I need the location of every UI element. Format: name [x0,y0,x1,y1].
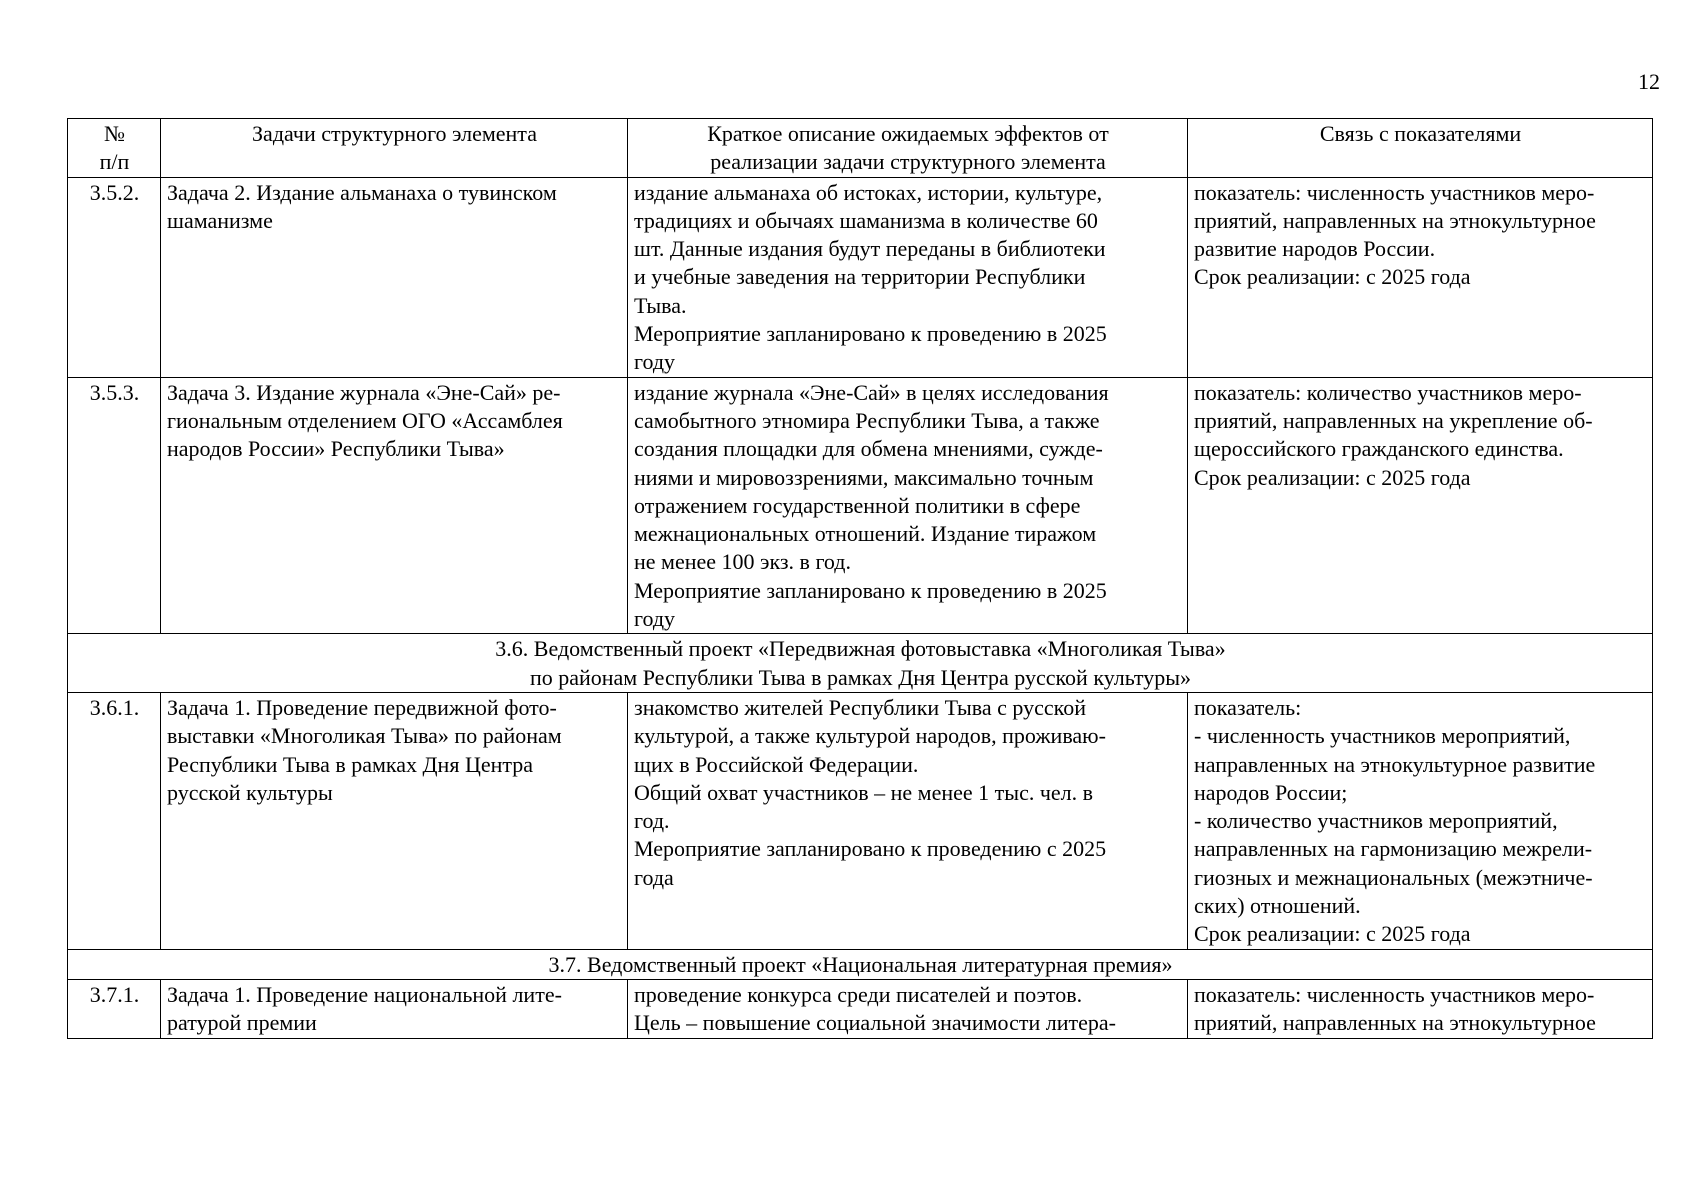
effect-cell: проведение конкурса среди писателей и поэтов. Цель – повышение социальной значимости литера- [628,979,1188,1038]
effect-cell: издание альманаха об истоках, истории, культуре, традициях и обычаях шаманизма в количестве 60 шт. Данные издания будут переданы в библиотеки и учебные заведения на территории Республики Тыва. Мероприятие запланировано к проведению в 2025 году [628,177,1188,377]
task-cell: Задача 3. Издание журнала «Эне-Сай» ре- гиональным отделением ОГО «Ассамблея народов России» Республики Тыва» [161,377,628,634]
section-row-3-6 [68,634,1653,693]
page-number: 12 [1638,69,1660,94]
task-cell: Задача 2. Издание альманаха о тувинском шаманизме [161,177,628,377]
table-row-3-5-3 [68,377,1653,634]
header-number: № п/п [68,119,161,178]
task-cell: Задача 1. Проведение передвижной фото- выставки «Многоликая Тыва» по районам Республики Тыва в рамках Дня Центра русской культуры [161,692,628,949]
row-number: 3.7.1. [68,979,161,1038]
section-row-3-7 [68,949,1653,979]
table-row-3-7-1 [68,979,1653,1038]
indicator-cell: показатель: численность участников меро- приятий, направленных на этнокультурное развитие народов России. Срок реализации: с 2025 года [1188,177,1653,377]
section-title: 3.6. Ведомственный проект «Передвижная фотовыставка «Многоликая Тыва» по районам Республики Тыва в рамках Дня Центра русской культуры» [68,634,1653,693]
row-number: 3.5.3. [68,377,161,634]
indicator-cell: показатель: - численность участников мероприятий, направленных на этнокультурное развитие народов России; - количество участников мероприятий, направленных на гармонизацию межрели- гиозных и межнациональных (межэтниче- ских) отношений. Срок реализации: с 2025 года [1188,692,1653,949]
table-row-3-5-2 [68,177,1653,377]
header-indicators: Связь с показателями [1188,119,1653,178]
header-tasks: Задачи структурного элемента [161,119,628,178]
indicator-cell: показатель: численность участников меро- приятий, направленных на этнокультурное [1188,979,1653,1038]
structural-elements-table [67,118,1653,1039]
table-header-row [68,119,1653,178]
row-number: 3.6.1. [68,692,161,949]
header-effects: Краткое описание ожидаемых эффектов от реализации задачи структурного элемента [628,119,1188,178]
effect-cell: издание журнала «Эне-Сай» в целях исследования самобытного этномира Республики Тыва, а также создания площадки для обмена мнениями, сужде- ниями и мировоззрениями, максимально точным отражением государственной политики в сфере межнациональных отношений. Издание тиражом не менее 100 экз. в год. Мероприятие запланировано к проведению в 2025 году [628,377,1188,634]
task-cell: Задача 1. Проведение национальной лите- ратурой премии [161,979,628,1038]
table-row-3-6-1 [68,692,1653,949]
indicator-cell: показатель: количество участников меро- приятий, направленных на укрепление об- щероссийского гражданского единства. Срок реализации: с 2025 года [1188,377,1653,634]
row-number: 3.5.2. [68,177,161,377]
section-title: 3.7. Ведомственный проект «Национальная литературная премия» [68,949,1653,979]
effect-cell: знакомство жителей Республики Тыва с русской культурой, а также культурой народов, проживаю- щих в Российской Федерации. Общий охват участников – не менее 1 тыс. чел. в год. Мероприятие запланировано к проведению с 2025 года [628,692,1188,949]
